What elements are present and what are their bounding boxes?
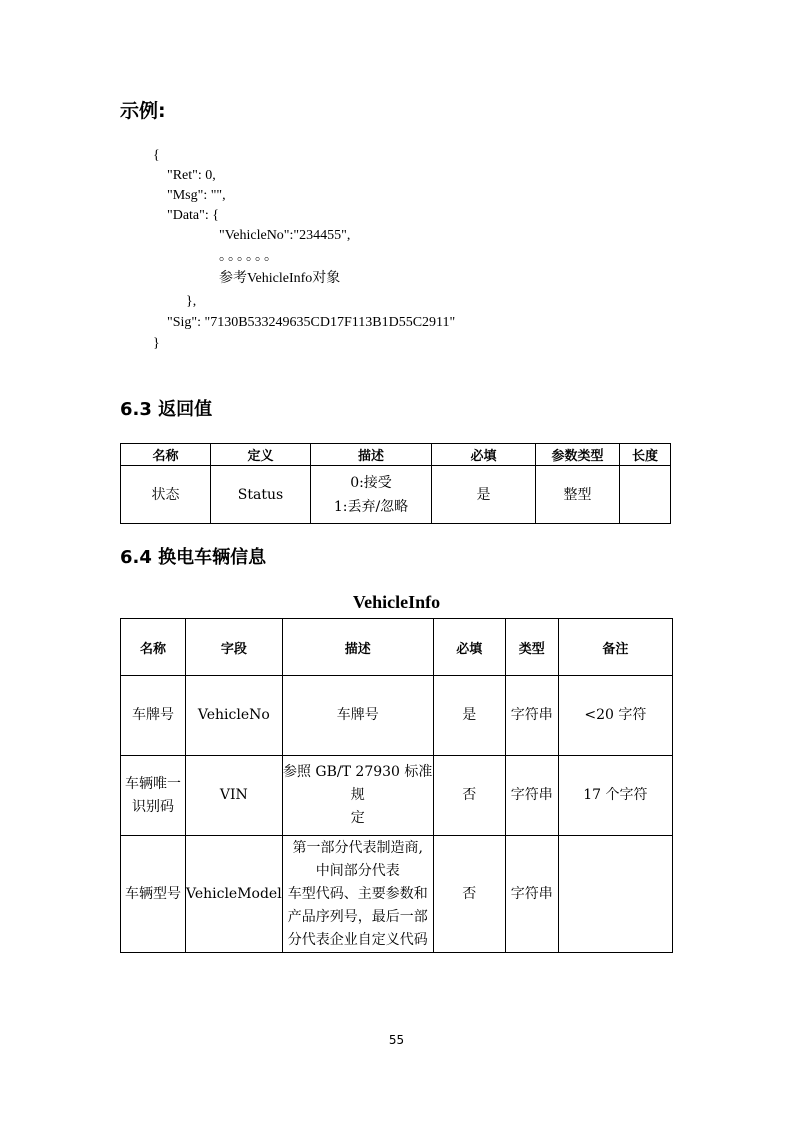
cell-name: [121, 756, 186, 836]
header-cell: 定义: [211, 444, 311, 466]
name-line: 识别码: [132, 798, 174, 815]
code-line: 参考VehicleInfo对象: [219, 271, 341, 286]
cell-name: 车牌号: [121, 676, 186, 756]
code-line: "Data": {: [167, 208, 219, 223]
desc-line: 0:接受: [350, 474, 392, 491]
desc-line: 1:丢弃/忽略: [333, 498, 409, 515]
cell-required: 是: [432, 466, 536, 524]
code-line: "Msg": "",: [167, 188, 226, 203]
header-cell: 长度: [620, 444, 671, 466]
cell-required: 是: [433, 676, 505, 756]
section-heading-return-value: 6.3 返回值: [120, 399, 213, 420]
cell-definition: Status: [211, 466, 311, 524]
cell-note: [558, 836, 672, 953]
desc-line: 参照 GB/T 27930 标准规: [282, 764, 433, 803]
code-line: "Ret": 0,: [167, 168, 216, 183]
desc-line: 车型代码、主要参数和: [287, 885, 428, 902]
cell-required: 否: [433, 756, 505, 836]
cell-field: VehicleModel: [186, 836, 283, 953]
name-line: 车辆唯一: [125, 775, 181, 792]
header-cell: 类型: [505, 619, 558, 676]
desc-line: 第一部分代表制造商,: [292, 839, 423, 856]
desc-line: 定: [350, 810, 365, 826]
cell-length: [620, 466, 671, 524]
vehicle-info-table: [120, 618, 673, 953]
cell-name: 状态: [121, 466, 211, 524]
code-line: },: [186, 294, 197, 309]
cell-type: 字符串: [505, 836, 558, 953]
header-cell: 必填: [432, 444, 536, 466]
cell-required: 否: [433, 836, 505, 953]
table-row: [121, 466, 671, 524]
table-row: [121, 756, 673, 836]
table-row: [121, 676, 673, 756]
cell-field: VIN: [186, 756, 283, 836]
code-line: "Sig": "7130B533249635CD17F113B1D55C2911": [167, 315, 456, 330]
page-number: 55: [388, 1033, 405, 1047]
code-line: "VehicleNo":"234455",: [219, 228, 351, 243]
table-caption: VehicleInfo: [352, 592, 441, 612]
table-header-row: [121, 444, 671, 466]
table-row: [121, 836, 673, 953]
cell-note: 17 个字符: [558, 756, 672, 836]
table-header-row: [121, 619, 673, 676]
cell-description: [311, 466, 432, 524]
header-cell: 描述: [282, 619, 433, 676]
header-cell: 备注: [558, 619, 672, 676]
header-cell: 必填: [433, 619, 505, 676]
cell-description: [282, 756, 433, 836]
cell-type: 整型: [536, 466, 620, 524]
code-line: 。。。。。。: [219, 249, 280, 264]
cell-field: VehicleNo: [186, 676, 283, 756]
header-cell: 描述: [311, 444, 432, 466]
header-cell: 名称: [121, 444, 211, 466]
desc-line: 产品序列号，最后一部: [287, 908, 428, 925]
cell-note: <20 字符: [558, 676, 672, 756]
example-heading: 示例:: [120, 100, 166, 122]
desc-line: 分代表企业自定义代码: [287, 931, 428, 948]
cell-name: 车辆型号: [121, 836, 186, 953]
cell-type: 字符串: [505, 676, 558, 756]
header-cell: 名称: [121, 619, 186, 676]
cell-type: 字符串: [505, 756, 558, 836]
code-line: {: [153, 148, 160, 163]
section-heading-vehicle-info: 6.4 换电车辆信息: [120, 547, 267, 568]
header-cell: 字段: [186, 619, 283, 676]
cell-description: 车牌号: [282, 676, 433, 756]
desc-line: 中间部分代表: [315, 862, 400, 879]
code-line: }: [153, 336, 160, 351]
return-value-table: [120, 443, 671, 524]
cell-description: [282, 836, 433, 953]
header-cell: 参数类型: [536, 444, 620, 466]
